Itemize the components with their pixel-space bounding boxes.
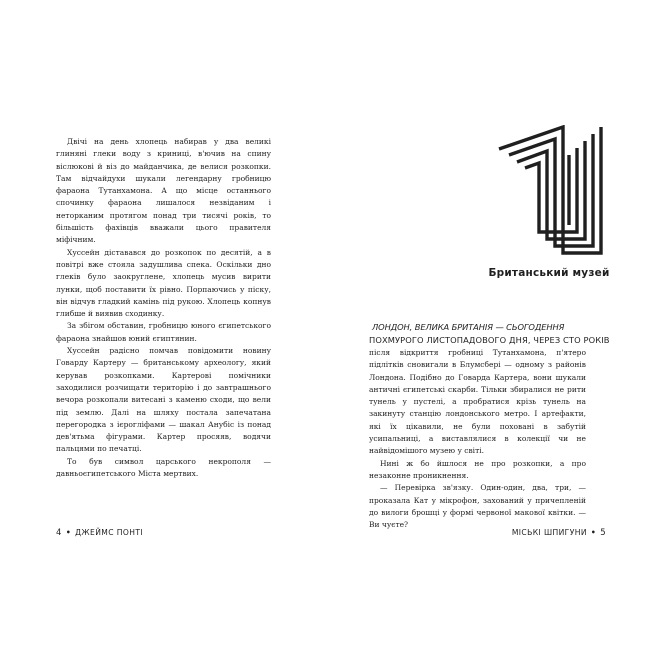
- paragraph: То був символ царського некрополя — давньоєгипетського Міста мертвих.: [56, 456, 271, 479]
- page-number: 4: [56, 528, 62, 538]
- chapter-location: ЛОНДОН, ВЕЛИКА БРИТАНІЯ — СЬОГОДЕННЯ: [372, 322, 565, 332]
- bullet-separator: •: [590, 528, 597, 537]
- paragraph: після відкриття гробниці Тутанхамона, п'ятеро підлітків сновигали в Блумсбері — одному з районів Лондона. Подібно до Говарда Картера, вони шукали античні єгипетські скарби. Тільки збиралися не рити тунель у пустелі, а пробратися крізь тунель на закинуту станцію лондонського метро. І артефакти, які їх цікавили, не були поховані в забутій усипальниці, а виставлялися в колекції чи не найвідомішого музею у світі.: [369, 348, 586, 456]
- paragraph: Двічі на день хлопець набирав у два великі глиняні глеки воду з криниці, в'ючив на спину віслюкові й віз до майданчика, де велися розкопки. Там відчайдухи шукали легендарну гробницю фараона Тутанхамона. А що місце останнього спочинку фараона лишалося незвіданим і неторканим протягом понад три тисячі років, то більшість фахівців вважали цього правителя міфічним.: [56, 137, 271, 245]
- running-head-series: МІСЬКІ ШПИГУНИ: [511, 528, 587, 537]
- chapter-title: Британський музей: [488, 267, 610, 279]
- running-head-author: ДЖЕЙМС ПОНТІ: [75, 528, 144, 537]
- right-footer: [512, 528, 606, 538]
- left-page-text: [56, 136, 271, 480]
- paragraph: За збігом обставин, гробницю юного єгипетського фараона знайшов юний єгиптянин.: [56, 321, 271, 343]
- paragraph: Нині ж бо йшлося не про розкопки, а про незаконне проникнення.: [369, 458, 586, 480]
- right-page-text: [369, 347, 586, 531]
- chapter-number-graphic: [497, 125, 603, 255]
- paragraph: — Перевірка зв'язку. Один-один, два, три, — проказала Кат у мікрофон, захований у причепленій до вилоги брошці у формі червоної макової квітки. — Ви чуєте?: [369, 483, 586, 530]
- page-number: 5: [600, 528, 606, 538]
- paragraph: Хуссейн радісно помчав повідомити новину Говарду Картеру — британському археологу, який керував розкопками. Картерові помічники заходилися розчищати територію і до завтрашнього вечора розкопали витесані з каменю сходи, що вели під землю. Далі на шляху постала запечатана перегородка з ієрогліфами — шакал Анубіс із понад дев'ятьма фігурами. Картер просяяв, водячи пальцями по печатці.: [56, 346, 271, 454]
- bullet-separator: •: [65, 528, 72, 537]
- paragraph: Хуссейн діставався до розкопок по десятій, а в повітрі вже стояла задушлива спека. Оскільки дно глеків було заокруглене, хлопець мусив вирити лунки, щоб поставити їх рівно. Порпаючись у піску, він відчув гладкий камінь під рукою. Хлопець копнув глибше й виявив сходинку.: [56, 247, 271, 319]
- chapter-lead-in: ПОХМУРОГО ЛИСТОПАДОВОГО ДНЯ, ЧЕРЕЗ СТО РОКІВ: [369, 335, 610, 345]
- left-footer: [56, 528, 143, 538]
